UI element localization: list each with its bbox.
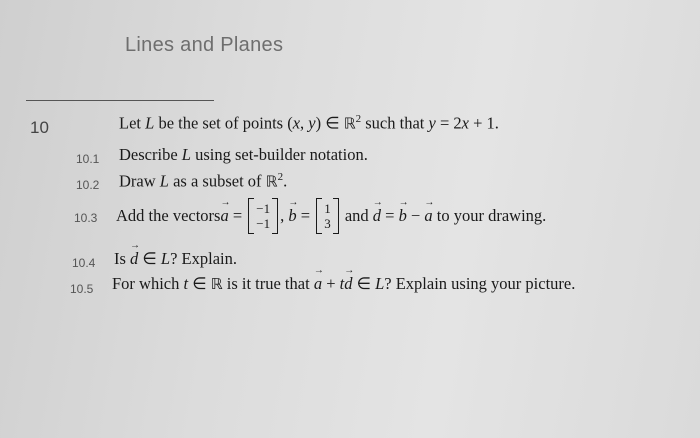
part-number-10-4: 10.4 bbox=[72, 256, 96, 270]
problem-statement: Let L be the set of points (x, y) ∈ ℝ$^2$ such that y = 2x + 1. bbox=[119, 113, 499, 133]
vector-a-matrix: −1 −1 bbox=[248, 198, 278, 234]
problem-number: 10 bbox=[30, 118, 49, 137]
part-number-10-2: 10.2 bbox=[76, 178, 100, 192]
part-number-10-3: 10.3 bbox=[74, 211, 98, 225]
part-number-10-1: 10.1 bbox=[76, 152, 100, 166]
part-number-10-5: 10.5 bbox=[70, 282, 94, 296]
part-10-5-text: For which t ∈ ℝ is it true that → a + t→ d ∈ L? Explain using your picture. bbox=[112, 274, 575, 294]
vector-b-matrix: 1 3 bbox=[316, 198, 339, 234]
vector-a: → a bbox=[220, 206, 228, 226]
vector-d: → d bbox=[373, 206, 381, 226]
part-10-4-text: Is → d ∈ L? Explain. bbox=[114, 249, 237, 269]
part-10-2-text: Draw L as a subset of ℝ$^2$. bbox=[119, 171, 288, 191]
part-10-3-text: Add the vectors → a = −1 −1 , → b = 1 3 and → d = → b − → a to your drawing. bbox=[116, 196, 546, 236]
vector-b: → b bbox=[288, 206, 296, 226]
part-10-1-text: Describe L using set-builder notation. bbox=[119, 145, 368, 164]
section-title: Lines and Planes bbox=[125, 34, 284, 56]
section-divider bbox=[26, 100, 214, 101]
